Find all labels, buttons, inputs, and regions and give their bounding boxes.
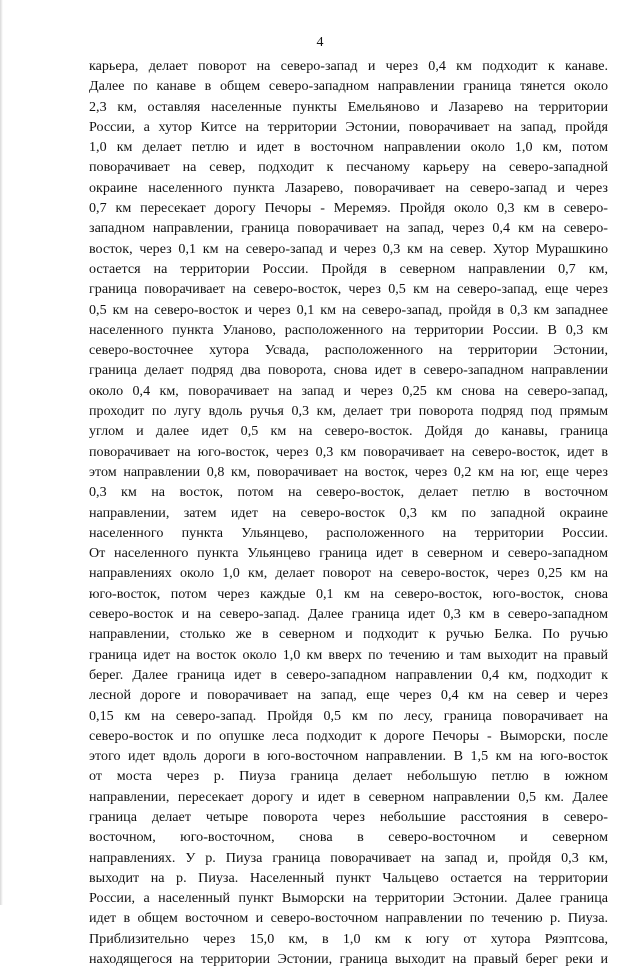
text-line: 0,15 км на северо-запад. Пройдя 0,5 км по лесу, граница поворачивает на	[89, 707, 608, 724]
text-line: направлениях около 1,0 км, делает поворот на северо-восток, через 0,25 км на	[89, 565, 608, 582]
text-line: 1,0 км делает петлю и идет в восточном направлении около 1,0 км, потом	[89, 139, 608, 156]
text-line: От населенного пункта Ульянцево граница идет в северном и северо-западном	[89, 545, 608, 562]
text-line: направлении, пересекает дорогу и идет в северном направлении 0,5 км. Далее	[89, 788, 608, 805]
text-line: лесной дороге и поворачивает на запад, еще через 0,4 км на север и через	[89, 687, 608, 704]
text-line: около 0,4 км, поворачивает на запад и через 0,25 км снова на северо-запад,	[89, 382, 608, 399]
text-line: восточном, юго-восточном, снова в северо-восточном и северном	[89, 829, 608, 846]
text-line: направлениях. У р. Пиуза граница поворачивает на запад и, пройдя 0,3 км,	[89, 849, 608, 866]
text-line: углом и далее идет 0,5 км на северо-восток. Дойдя до канавы, граница	[89, 423, 608, 440]
text-line: берег. Далее граница идет в северо-западном направлении 0,4 км, подходит к	[89, 666, 608, 683]
text-line: Далее по канаве в общем северо-западном направлении граница тянется около	[89, 78, 608, 95]
text-line: северо-восток и по опушке леса подходит к дороге Печоры - Выморски, после	[89, 727, 608, 744]
text-line: карьера, делает поворот на северо-запад и через 0,4 км подходит к канаве.	[89, 58, 608, 74]
text-line: северо-восточнее хутора Усвада, расположенного на территории Эстонии,	[89, 342, 608, 359]
text-line: находящегося на территории Эстонии, граница выходит на правый берег реки и	[89, 951, 608, 968]
text-line: граница поворачивает на северо-восток, через 0,5 км на северо-запад, еще через	[89, 281, 608, 298]
text-line: северо-восток и на северо-запад. Далее граница идет 0,3 км в северо-западном	[89, 606, 608, 623]
text-line: населенного пункта Уланово, расположенного на территории России. В 0,3 км	[89, 321, 608, 338]
text-line: поворачивает на юго-восток, через 0,3 км поворачивает на северо-восток, идет в	[89, 443, 608, 460]
text-line: граница делает четыре поворота через небольшие расстояния в северо-	[89, 808, 608, 825]
text-line: идет в общем восточном и северо-восточном направлении по течению р. Пиуза.	[89, 910, 608, 927]
text-line: направлении, затем идет на северо-восток 0,3 км по западной окраине	[89, 504, 608, 521]
text-line: остается на территории России. Пройдя в северном направлении 0,7 км,	[89, 260, 608, 277]
text-line: 2,3 км, оставляя населенные пункты Емельяново и Лазарево на территории	[89, 98, 608, 115]
text-line: направлении, столько же в северном и подходит к ручью Белка. По ручью	[89, 626, 608, 643]
text-line: граница делает подряд два поворота, снова идет в северо-западном направлении	[89, 362, 608, 379]
text-line: 0,5 км на северо-восток и через 0,1 км на северо-запад, пройдя в 0,3 км западнее	[89, 301, 608, 318]
text-line: восток, через 0,1 км на северо-запад и через 0,3 км на север. Хутор Мурашкино	[89, 240, 608, 257]
text-line: поворачивает на север, подходит к песчаному карьеру на северо-западной	[89, 159, 608, 176]
text-line: от моста через р. Пиуза граница делает небольшую петлю в южном	[89, 768, 608, 785]
page-number: 4	[316, 35, 324, 50]
text-line: 0,3 км на восток, потом на северо-восток, делает петлю в восточном	[89, 484, 608, 501]
text-line: граница идет на восток около 1,0 км вверх по течению и там выходит на правый	[89, 646, 608, 663]
text-line: юго-восток, потом через каждые 0,1 км на северо-восток, юго-восток, снова	[89, 585, 608, 602]
text-line: населенного пункта Ульянцево, расположенного на территории России.	[89, 524, 608, 541]
text-line: 0,7 км пересекает дорогу Печоры - Меремяэ. Пройдя около 0,3 км в северо-	[89, 200, 608, 217]
body-text	[89, 56, 608, 969]
text-line: этом направлении 0,8 км, поворачивает на восток, через 0,2 км на юг, еще через	[89, 463, 608, 480]
text-line: России, а населенный пункт Выморски на территории Эстонии. Далее граница	[89, 890, 608, 907]
text-line: Приблизительно через 15,0 км, в 1,0 км к югу от хутора Ряэптсова,	[89, 930, 608, 947]
text-line: России, а хутор Китсе на территории Эстонии, поворачивает на запад, пройдя	[89, 118, 608, 135]
text-line: западном направлении, граница поворачивает на запад, через 0,4 км на северо-	[89, 220, 608, 237]
text-line: окраине населенного пункта Лазарево, поворачивает на северо-запад и через	[89, 179, 608, 196]
text-line: этого идет вдоль дороги в юго-восточном направлении. В 1,5 км на юго-восток	[89, 748, 608, 765]
scan-edge-shadow	[0, 0, 3, 905]
text-line: выходит на р. Пиуза. Населенный пункт Чальцево остается на территории	[89, 869, 608, 886]
text-line: проходит по лугу вдоль ручья 0,3 км, делает три поворота подряд под прямым	[89, 403, 608, 420]
